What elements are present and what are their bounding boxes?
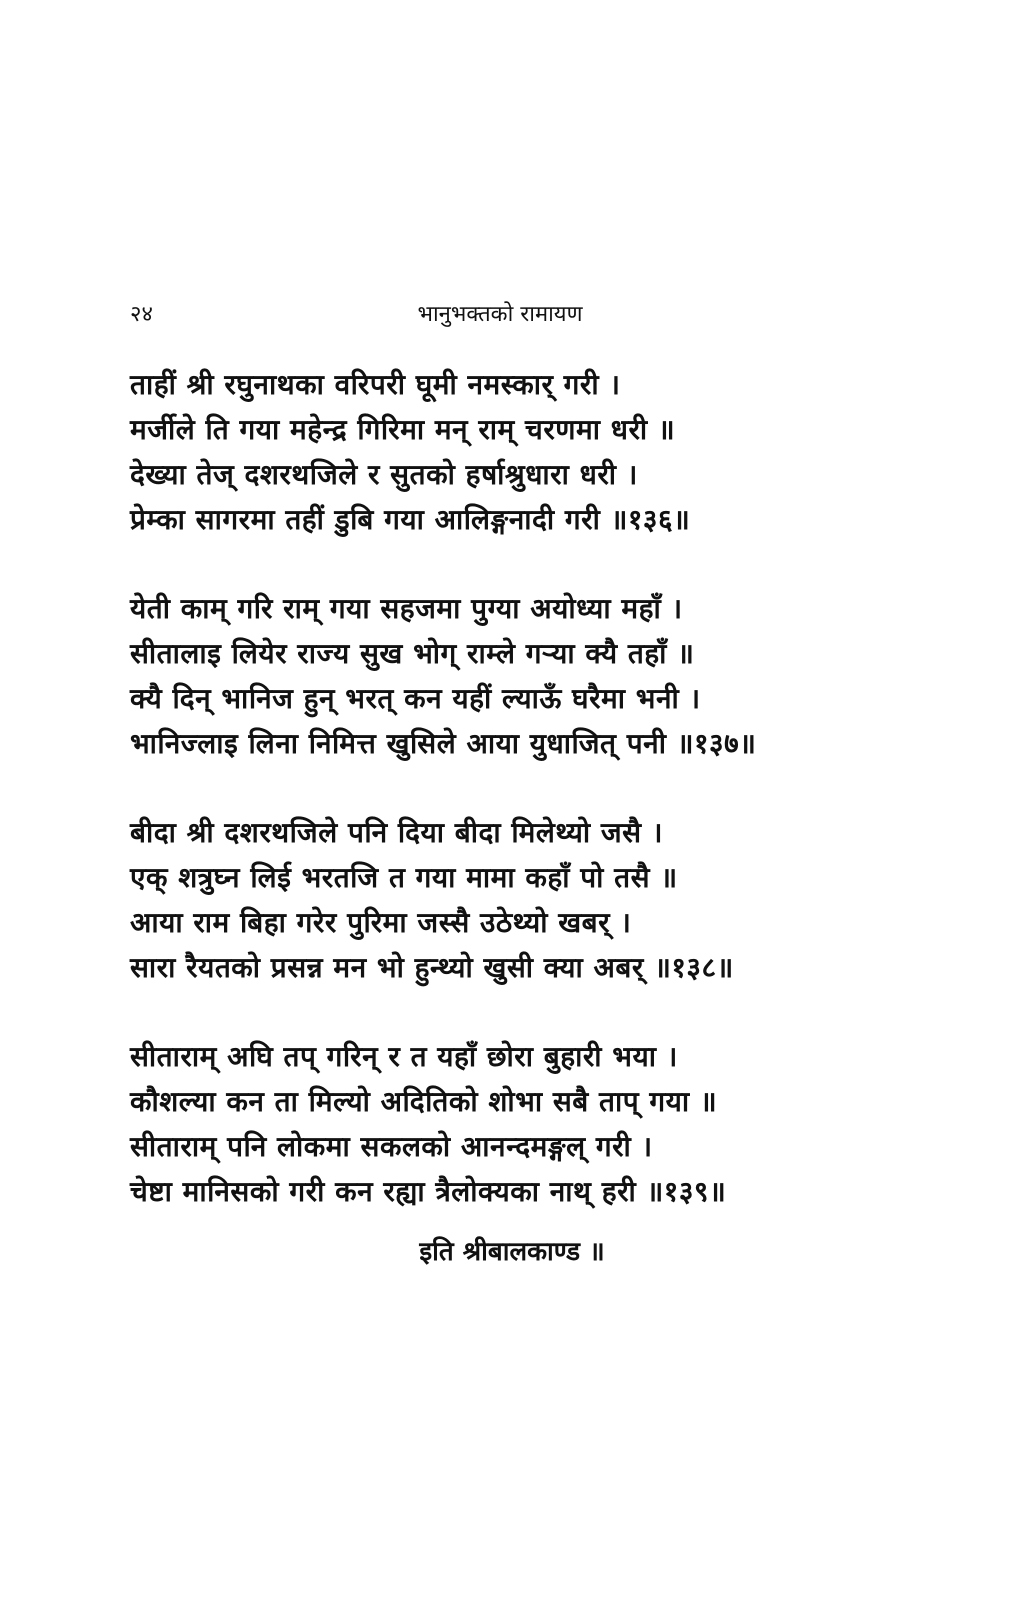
colophon: इति श्रीबालकाण्ड ॥	[419, 1237, 605, 1267]
verse-line: येती काम् गरि राम् गया सहजमा पुग्या अयोध्या महाँ ।	[130, 592, 683, 625]
verse-line: एक् शत्रुघ्न लिई भरतजि त गया मामा कहाँ पो तसै ॥	[130, 861, 678, 894]
page-number: २४	[130, 302, 153, 327]
verse-line: बीदा श्री दशरथजिले पनि दिया बीदा मिलेथ्यो जसै ।	[130, 816, 663, 849]
verse-line: सीतालाइ लियेर राज्य सुख भोग् राम्ले गऱ्या क्यै तहाँ ॥	[130, 637, 695, 670]
verse-line: चेष्टा मानिसको गरी कन रह्या त्रैलोक्यका नाथ् हरी ॥१३९॥	[130, 1175, 727, 1208]
verse-line: आया राम बिहा गरेर पुरिमा जस्सै उठेथ्यो खबर् ।	[130, 906, 632, 939]
verse-line: भानिज्लाइ लिना निमित्त खुसिले आया युधाजित् पनी ॥१३७॥	[130, 727, 757, 760]
verse-line: सीताराम् अघि तप् गरिन् र त यहाँ छोरा बुहारी भया ।	[130, 1040, 678, 1073]
verse-line: देख्या तेज् दशरथजिले र सुतको हर्षाश्रुधारा धरी ।	[130, 458, 638, 491]
verse-line: ताहीं श्री रघुनाथका वरिपरी घूमी नमस्कार् गरी ।	[130, 368, 621, 401]
verse-line: सीताराम् पनि लोकमा सकलको आनन्दमङ्गल् गरी ।	[130, 1130, 653, 1163]
stanza-138	[130, 810, 870, 990]
stanza-136	[130, 362, 870, 542]
page-header	[130, 298, 870, 338]
verse-line: क्यै दिन् भानिज हुन् भरत् कन यहीं ल्याऊँ घरैमा भनी ।	[130, 682, 701, 715]
verse-line: सारा रैयतको प्रसन्न मन भो हुन्थ्यो खुसी क्या अबर् ॥१३८॥	[130, 951, 734, 984]
verse-block	[130, 362, 870, 1258]
stanza-139	[130, 1034, 870, 1214]
verse-line: कौशल्या कन ता मिल्यो अदितिको शोभा सबै ताप् गया ॥	[130, 1085, 718, 1118]
verse-line: प्रेम्का सागरमा तहीं डुबि गया आलिङ्गनादी गरी ॥१३६॥	[130, 503, 691, 536]
stanza-137	[130, 586, 870, 766]
running-title: भानुभक्तको रामायण	[417, 302, 583, 327]
verse-line: मर्जीले ति गया महेन्द्र गिरिमा मन् राम् चरणमा धरी ॥	[130, 413, 676, 446]
